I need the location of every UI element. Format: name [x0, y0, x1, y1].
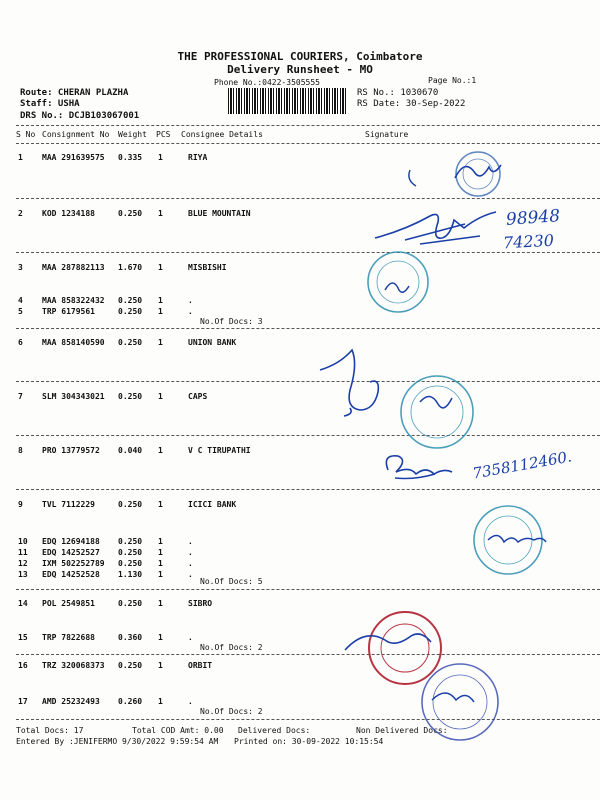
row-consignment: IXM 502252789: [42, 559, 105, 568]
col-pcs: PCS: [156, 130, 171, 139]
row-weight: 0.250: [118, 392, 143, 401]
row-pcs: 1: [158, 307, 163, 316]
row-weight: 0.250: [118, 599, 143, 608]
row-pcs: 1: [158, 661, 163, 670]
row-weight: 0.250: [118, 661, 143, 670]
row-consignee: .: [188, 537, 193, 546]
rs-date: RS Date: 30-Sep-2022: [357, 99, 466, 109]
handwritten-phone: 74230: [502, 230, 555, 253]
rs-number: RS No.: 1030670: [357, 88, 439, 98]
row-pcs: 1: [158, 153, 163, 162]
row-consignee: .: [188, 697, 193, 706]
row-weight: 0.250: [118, 209, 143, 218]
handwritten-phone: 7358112460.: [471, 447, 574, 483]
row-sno: 14: [18, 599, 28, 608]
phone-number: Phone No.:0422-3505555: [214, 78, 320, 87]
staff: Staff: USHA: [20, 99, 80, 109]
signature: [420, 396, 452, 407]
col-sno: S No: [16, 130, 36, 139]
row-sno: 13: [18, 570, 28, 579]
row-consignment: TRZ 320068373: [42, 661, 105, 670]
row-pcs: 1: [158, 500, 163, 509]
row-weight: 1.670: [118, 263, 143, 272]
row-sno: 16: [18, 661, 28, 670]
signature: [375, 212, 496, 244]
row-pcs: 1: [158, 263, 163, 272]
entered-by: Entered By :JENIFERMO 9/30/2022 9:59:54 AM: [16, 737, 219, 746]
row-sno: 12: [18, 559, 28, 568]
row-consignee: UNION BANK: [188, 338, 237, 347]
row-weight: 0.250: [118, 307, 143, 316]
row-sno: 2: [18, 209, 23, 218]
row-consignment: AMD 25232493: [42, 697, 100, 706]
doc-count: No.Of Docs: 5: [200, 577, 263, 586]
signature: [320, 350, 378, 416]
row-consignee: .: [188, 570, 193, 579]
delivered-docs: Delivered Docs:: [238, 726, 311, 735]
row-weight: 0.040: [118, 446, 143, 455]
row-consignee: .: [188, 633, 193, 642]
row-weight: 0.250: [118, 500, 143, 509]
col-signature: Signature: [365, 130, 409, 139]
row-consignment: MAA 858140590: [42, 338, 105, 347]
row-consignee: CAPS: [188, 392, 208, 401]
drs-number: DRS No.: DCJB103067001: [20, 111, 140, 121]
signature: [409, 170, 416, 186]
row-consignee: BLUE MOUNTAIN: [188, 209, 251, 218]
row-sno: 8: [18, 446, 23, 455]
row-consignee: .: [188, 307, 193, 316]
row-consignee: .: [188, 559, 193, 568]
signature: [345, 634, 431, 650]
stamp: [369, 612, 441, 684]
row-sno: 7: [18, 392, 23, 401]
row-pcs: 1: [158, 548, 163, 557]
row-sno: 11: [18, 548, 28, 557]
col-consignee: Consignee Details: [181, 130, 263, 139]
row-sno: 9: [18, 500, 23, 509]
row-weight: 0.250: [118, 338, 143, 347]
row-weight: 0.260: [118, 697, 143, 706]
row-consignee: ORBIT: [188, 661, 213, 670]
signature: [455, 165, 501, 178]
row-pcs: 1: [158, 392, 163, 401]
row-sno: 6: [18, 338, 23, 347]
row-consignee: .: [188, 296, 193, 305]
col-weight: Weight: [118, 130, 147, 139]
doc-count: No.Of Docs: 2: [200, 707, 263, 716]
company-title: THE PROFESSIONAL COURIERS, Coimbatore: [177, 50, 423, 63]
signature: [488, 535, 546, 542]
row-consignment: MAA 858322432: [42, 296, 105, 305]
row-pcs: 1: [158, 570, 163, 579]
stamp: [456, 152, 500, 196]
row-weight: 0.360: [118, 633, 143, 642]
row-consignee: MISBISHI: [188, 263, 227, 272]
row-pcs: 1: [158, 559, 163, 568]
row-pcs: 1: [158, 209, 163, 218]
row-sno: 1: [18, 153, 23, 162]
row-weight: 0.250: [118, 296, 143, 305]
stamp: [422, 664, 498, 740]
row-sno: 3: [18, 263, 23, 272]
row-consignment: SLM 304343021: [42, 392, 105, 401]
row-consignee: ICICI BANK: [188, 500, 237, 509]
non-delivered-docs: Non Delivered Docs:: [356, 726, 448, 735]
row-pcs: 1: [158, 599, 163, 608]
row-consignment: EDQ 14252528: [42, 570, 100, 579]
row-consignment: TRP 6179561: [42, 307, 95, 316]
row-weight: 0.250: [118, 537, 143, 546]
row-consignment: TVL 7112229: [42, 500, 95, 509]
signature: [432, 693, 474, 702]
total-cod: Total COD Amt: 0.00: [132, 726, 224, 735]
total-docs: Total Docs: 17: [16, 726, 84, 735]
row-weight: 1.130: [118, 570, 143, 579]
row-pcs: 1: [158, 697, 163, 706]
signature: [386, 456, 452, 479]
sheet-title: Delivery Runsheet - MO: [227, 63, 373, 76]
row-pcs: 1: [158, 633, 163, 642]
row-consignee: RIYA: [188, 153, 208, 162]
row-sno: 5: [18, 307, 23, 316]
row-consignee: .: [188, 548, 193, 557]
row-sno: 15: [18, 633, 28, 642]
printed-on: Printed on: 30-09-2022 10:15:54: [234, 737, 384, 746]
row-consignment: TRP 7822688: [42, 633, 95, 642]
row-pcs: 1: [158, 537, 163, 546]
row-sno: 4: [18, 296, 23, 305]
row-sno: 17: [18, 697, 28, 706]
row-consignment: MAA 287882113: [42, 263, 105, 272]
row-pcs: 1: [158, 296, 163, 305]
signature: [385, 283, 409, 292]
row-consignment: MAA 291639575: [42, 153, 105, 162]
row-consignment: KOD 1234188: [42, 209, 95, 218]
stamp: [368, 252, 428, 312]
row-consignee: SIBRO: [188, 599, 213, 608]
route: Route: CHERAN PLAZHA: [20, 88, 129, 98]
row-consignment: EDQ 12694188: [42, 537, 100, 546]
row-weight: 0.250: [118, 559, 143, 568]
col-consignment: Consignment No: [42, 130, 110, 139]
row-pcs: 1: [158, 446, 163, 455]
handwritten-phone: 98948: [505, 206, 561, 230]
doc-count: No.Of Docs: 2: [200, 643, 263, 652]
doc-count: No.Of Docs: 3: [200, 317, 263, 326]
stamp: [401, 376, 473, 448]
row-weight: 0.250: [118, 548, 143, 557]
row-consignee: V C TIRUPATHI: [188, 446, 251, 455]
row-consignment: EDQ 14252527: [42, 548, 100, 557]
row-pcs: 1: [158, 338, 163, 347]
row-consignment: POL 2549851: [42, 599, 95, 608]
row-consignment: PRO 13779572: [42, 446, 100, 455]
stamp: [474, 506, 542, 574]
row-sno: 10: [18, 537, 28, 546]
row-weight: 0.335: [118, 153, 143, 162]
page-number: Page No.:1: [428, 76, 477, 85]
